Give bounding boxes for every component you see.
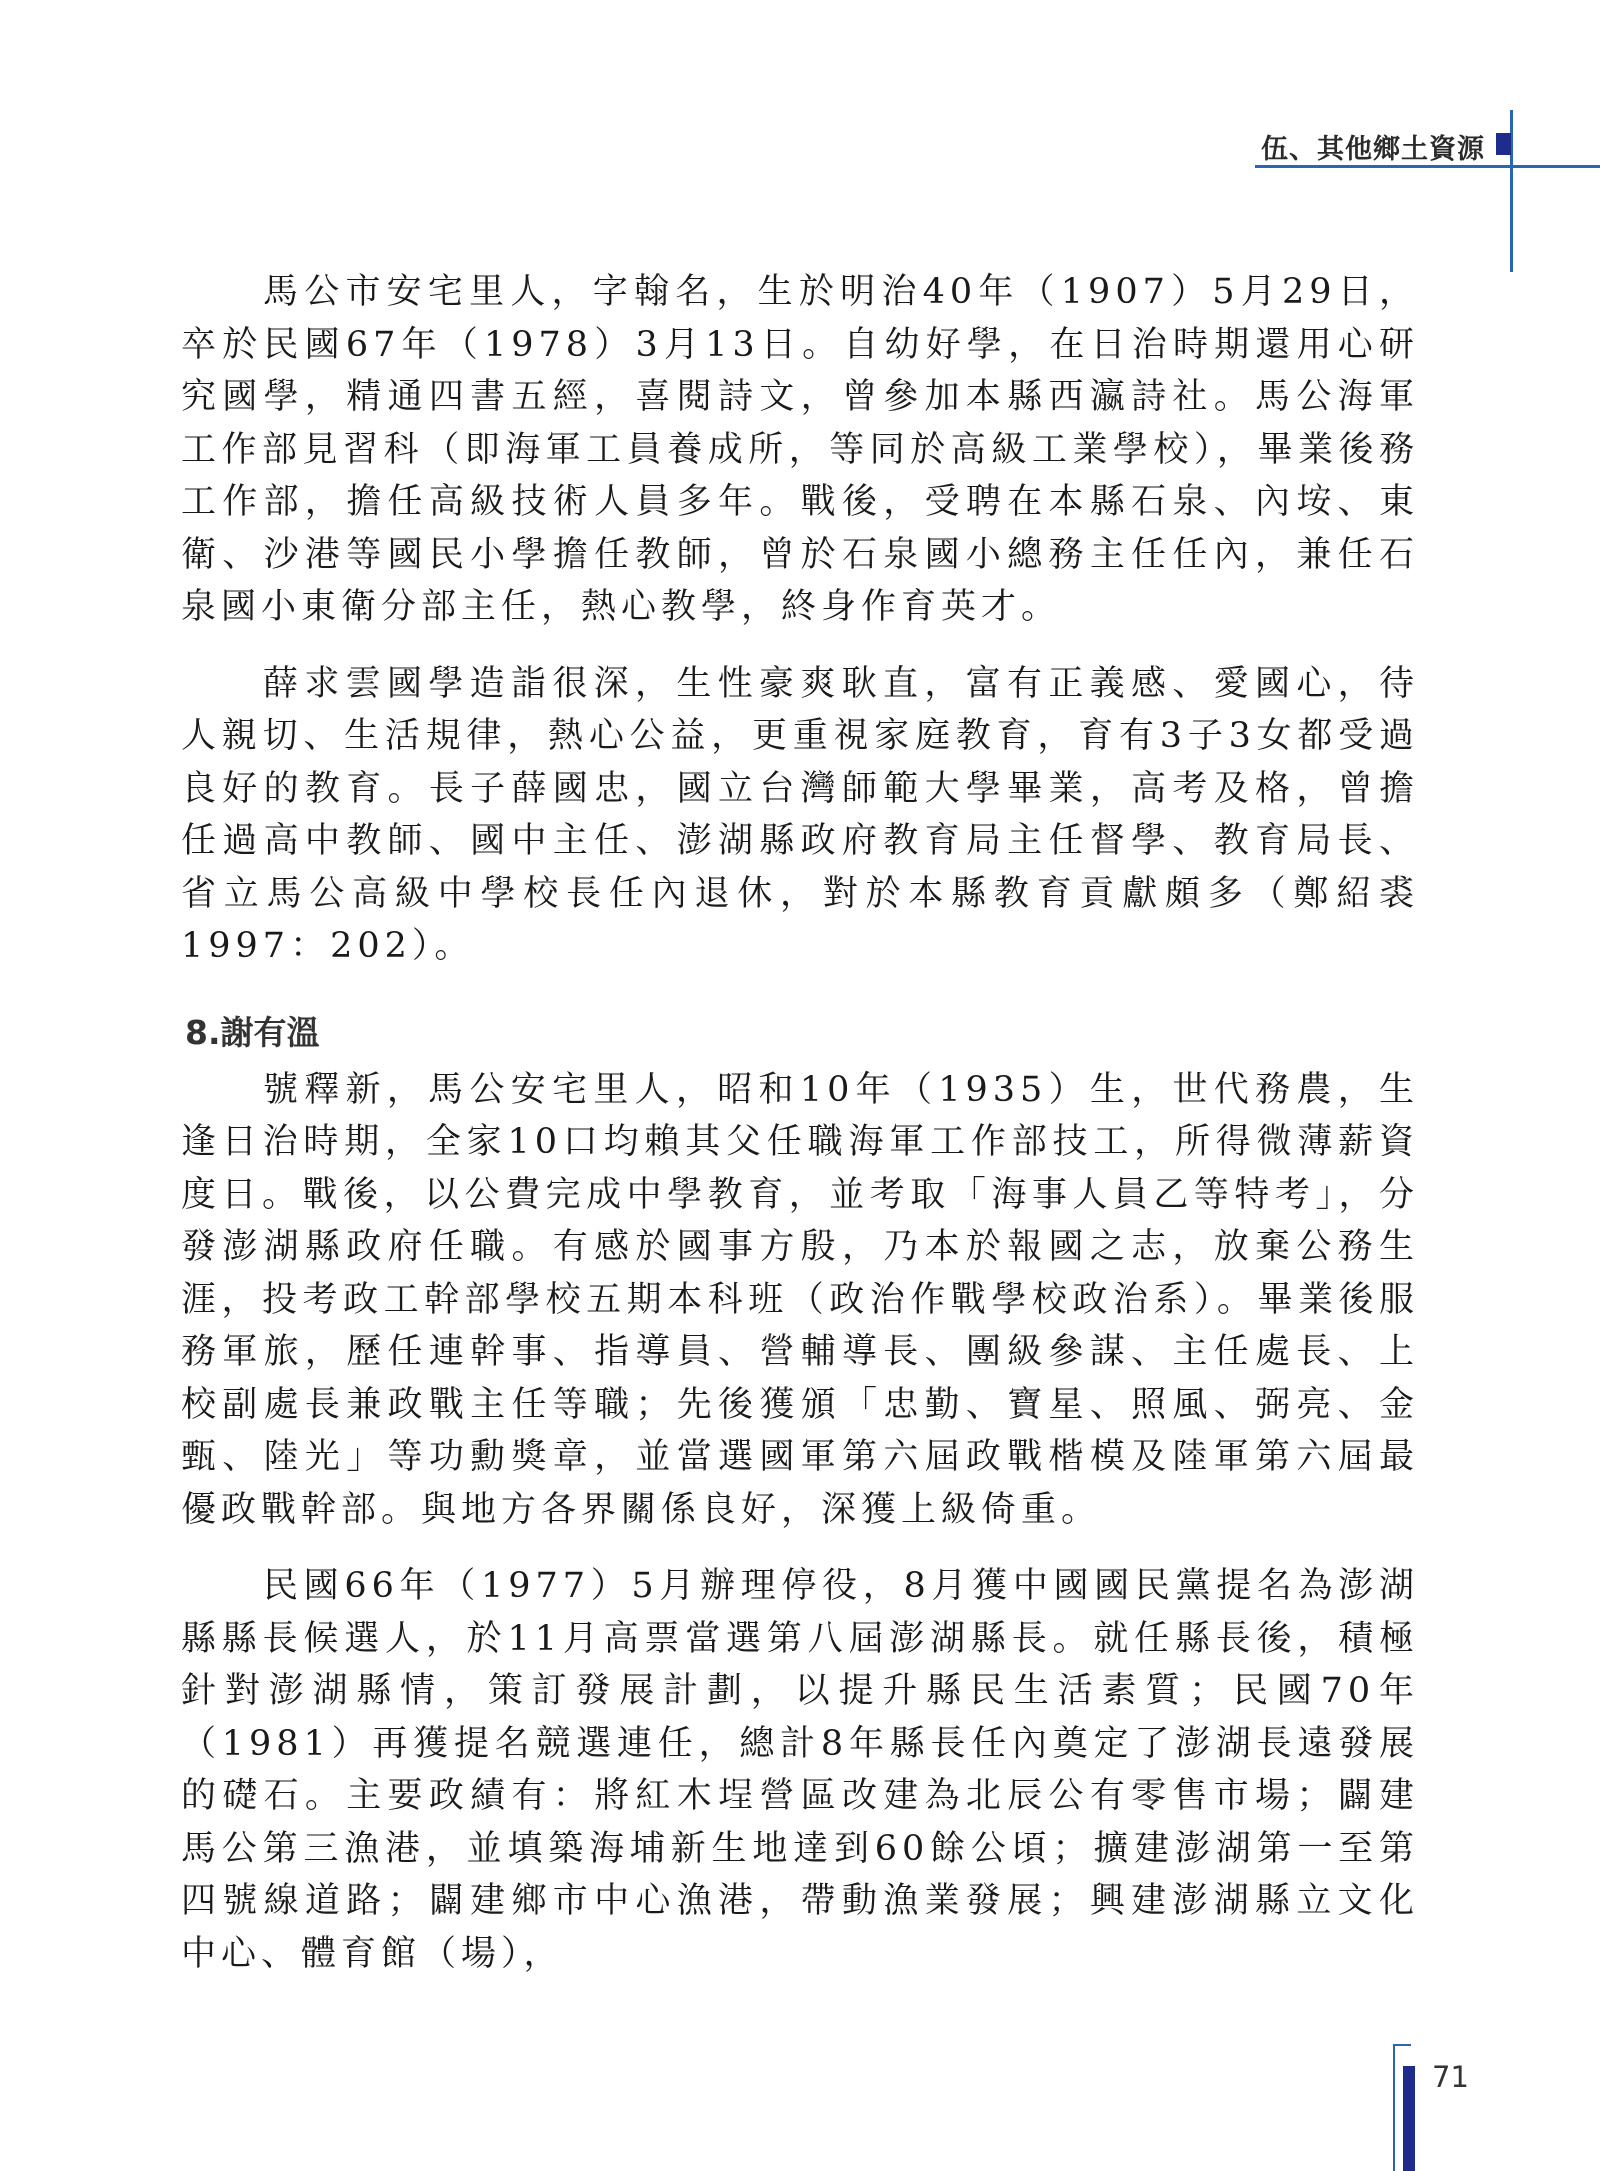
paragraph-section-1: 號釋新，馬公安宅里人，昭和10年（1935）生，世代務農，生逢日治時期，全家10口均賴其父任職海軍工作部技工，所得微薄薪資度日。戰後，以公費完成中學教育，並考取「海事人員乙等特考」，分發澎湖縣政府任職。有感於國事方殷，乃本於報國之志，放棄公務生涯，投考政工幹部學校五期本科班（政治作戰學校政治系）。畢業後服務軍旅，歷任連幹事、指導員、營輔導長、團級參謀、主任處長、上校副處長兼政戰主任等職；先後獲頒「忠勤、寶星、照風、弼亮、金甄、陸光」等功勳獎章，並當選國軍第六屆政戰楷模及陸軍第六屆最優政戰幹部。與地方各界關係良好，深獲上級倚重。 bbox=[181, 1069, 1419, 1530]
footer-bar bbox=[1403, 2066, 1415, 2171]
paragraph-biography-1: 馬公市安宅里人，字翰名，生於明治40年（1907）5月29日，卒於民國67年（1978）3月13日。自幼好學，在日治時期還用心研究國學，精通四書五經，喜閱詩文，曾參加本縣西瀛詩社。馬公海軍工作部見習科（即海軍工員養成所，等同於高級工業學校），畢業後務工作部，擔任高級技術人員多年。戰後，受聘在本縣石泉、內垵、東衛、沙港等國民小學擔任教師，曾於石泉國小總務主任任內，兼任石泉國小東衛分部主任，熱心教學，終身作育英才。 bbox=[181, 272, 1419, 627]
page-number: 71 bbox=[1432, 2060, 1469, 2094]
paragraph-biography-2: 薛求雲國學造詣很深，生性豪爽耿直，富有正義感、愛國心，待人親切、生活規律，熱心公益，更重視家庭教育，育有3子3女都受過良好的教育。長子薛國忠，國立台灣師範大學畢業，高考及格，曾擔任過高中教師、國中主任、澎湖縣政府教育局主任督學、教育局長、省立馬公高級中學校長任內退休，對於本縣教育貢獻頗多（鄭紹裘 1997：202）。 bbox=[181, 663, 1419, 966]
footer-vertical-rule bbox=[1393, 2044, 1395, 2171]
section-heading: 8.謝有溫 bbox=[185, 1012, 320, 1052]
paragraph-section-2: 民國66年（1977）5月辦理停役，8月獲中國國民黨提名為澎湖縣縣長候選人，於11月高票當選第八屆澎湖縣長。就任縣長後，積極針對澎湖縣情，策訂發展計劃，以提升縣民生活素質；民國70年（1981）再獲提名競選連任，總計8年縣長任內奠定了澎湖長遠發展的礎石。主要政績有：將紅木埕營區改建為北辰公有零售市場；闢建馬公第三漁港，並填築海埔新生地達到60餘公頃；擴建澎湖第一至第四號線道路；闢建鄉市中心漁港，帶動漁業發展；興建澎湖縣立文化中心、體育館（場）， bbox=[181, 1566, 1419, 1974]
footer-tick bbox=[1393, 2044, 1411, 2046]
chapter-title: 伍、其他鄉土資源 bbox=[1261, 134, 1485, 165]
page-body bbox=[181, 266, 1419, 2004]
header-marker bbox=[1496, 133, 1511, 155]
